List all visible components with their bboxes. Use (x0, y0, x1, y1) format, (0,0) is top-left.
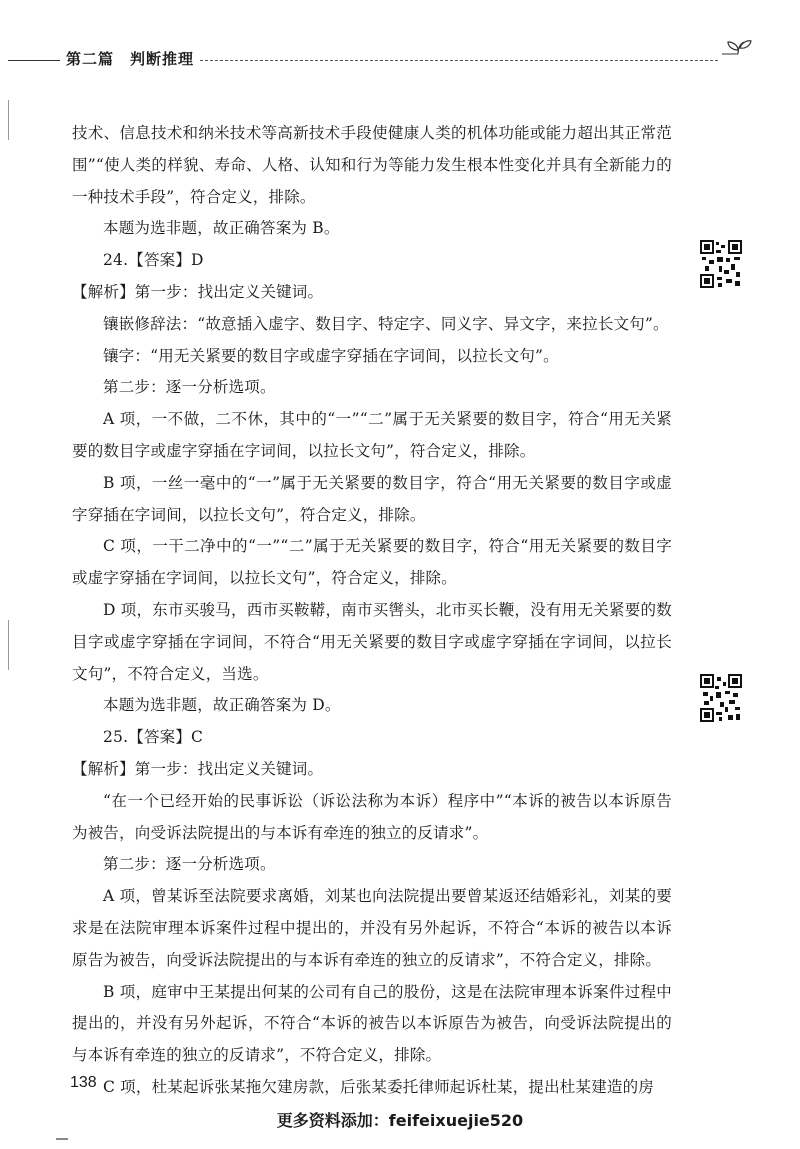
answer-heading: 25.【答案】C (103, 728, 204, 747)
margin-mark (8, 620, 9, 670)
paragraph: 第二步：逐一分析选项。 (103, 378, 276, 397)
paragraph: 技术、信息技术和纳米技术等高新技术手段使健康人类的机体功能或能力超出其正常范围”“使人类的样貌、寿命、人格、认知和行为等能力发生根本性变化并具有全新能力的一种技术手段”，符合定义，排除。 (72, 124, 672, 206)
paragraph: 镶嵌修辞法：“故意插入虚字、数目字、特定字、同义字、异文字，来拉长文句”。 (103, 314, 669, 333)
option-analysis: A 项，曾某诉至法院要求离婚，刘某也向法院提出要曾某返还结婚彩礼，刘某的要求是在法院审理本诉案件过程中提出的，并没有另外起诉，不符合“本诉的被告以本诉原告为被告，向受诉法院提出的与本诉有牵连的独立的反请求”，不符合定义，排除。 (72, 887, 672, 969)
option-analysis: A 项，一不做，二不休，其中的“一”“二”属于无关紧要的数目字，符合“用无关紧要的数目字或虚字穿插在字词间，以拉长文句”，符合定义，排除。 (72, 410, 672, 460)
paragraph: 第二步：逐一分析选项。 (103, 855, 276, 874)
header-rule-right (200, 60, 718, 61)
option-analysis: C 项，一干二净中的“一”“二”属于无关紧要的数目字，符合“用无关紧要的数目字或虚字穿插在字词间，以拉长文句”，符合定义，排除。 (72, 537, 672, 588)
option-analysis: B 项，一丝一毫中的“一”属于无关紧要的数目字，符合“用无关紧要的数目字或虚字穿插在字词间，以拉长文句”，符合定义，排除。 (72, 473, 672, 524)
running-header (0, 44, 800, 74)
page-body (72, 118, 672, 1104)
paragraph: 本题为选非题，故正确答案为 B。 (103, 219, 340, 238)
paragraph: 本题为选非题，故正确答案为 D。 (103, 696, 341, 715)
paragraph: 镶字：“用无关紧要的数目字或虚字穿插在字词间，以拉长文句”。 (103, 346, 559, 365)
option-analysis: C 项，杜某起诉张某拖欠建房款，后张某委托律师起诉杜某，提出杜某建造的房 (103, 1077, 654, 1096)
page-number: 138 (70, 1074, 97, 1091)
scan-mark (56, 1138, 68, 1140)
sprout-icon (718, 38, 752, 66)
analysis-heading: 【解析】第一步：找出定义关键词。 (72, 759, 324, 778)
analysis-heading: 【解析】第一步：找出定义关键词。 (72, 282, 324, 301)
answer-heading: 24.【答案】D (103, 251, 204, 270)
option-analysis: D 项，东市买骏马，西市买鞍鞯，南市买辔头，北市买长鞭，没有用无关紧要的数目字或虚字穿插在字词间，不符合“用无关紧要的数目字或虚字穿插在字词间，以拉长文句”，不符合定义，当选。 (72, 600, 672, 683)
option-analysis: B 项，庭审中王某提出何某的公司有自己的股份，这是在法院审理本诉案件过程中提出的，并没有另外起诉，不符合“本诉的被告以本诉原告为被告，向受诉法院提出的与本诉有牵连的独立的反请求”，不符合定义，排除。 (72, 982, 672, 1065)
header-rule-left (8, 60, 60, 61)
paragraph: “在一个已经开始的民事诉讼（诉讼法称为本诉）程序中”“本诉的被告以本诉原告为被告，向受诉法院提出的与本诉有牵连的独立的反请求”。 (72, 791, 672, 842)
margin-mark (8, 100, 9, 140)
qr-code-icon (700, 240, 742, 288)
qr-code-icon (700, 674, 742, 722)
section-title: 第二篇 判断推理 (66, 50, 195, 68)
footer-note: 更多资料添加：feifeixuejie520 (276, 1111, 524, 1130)
